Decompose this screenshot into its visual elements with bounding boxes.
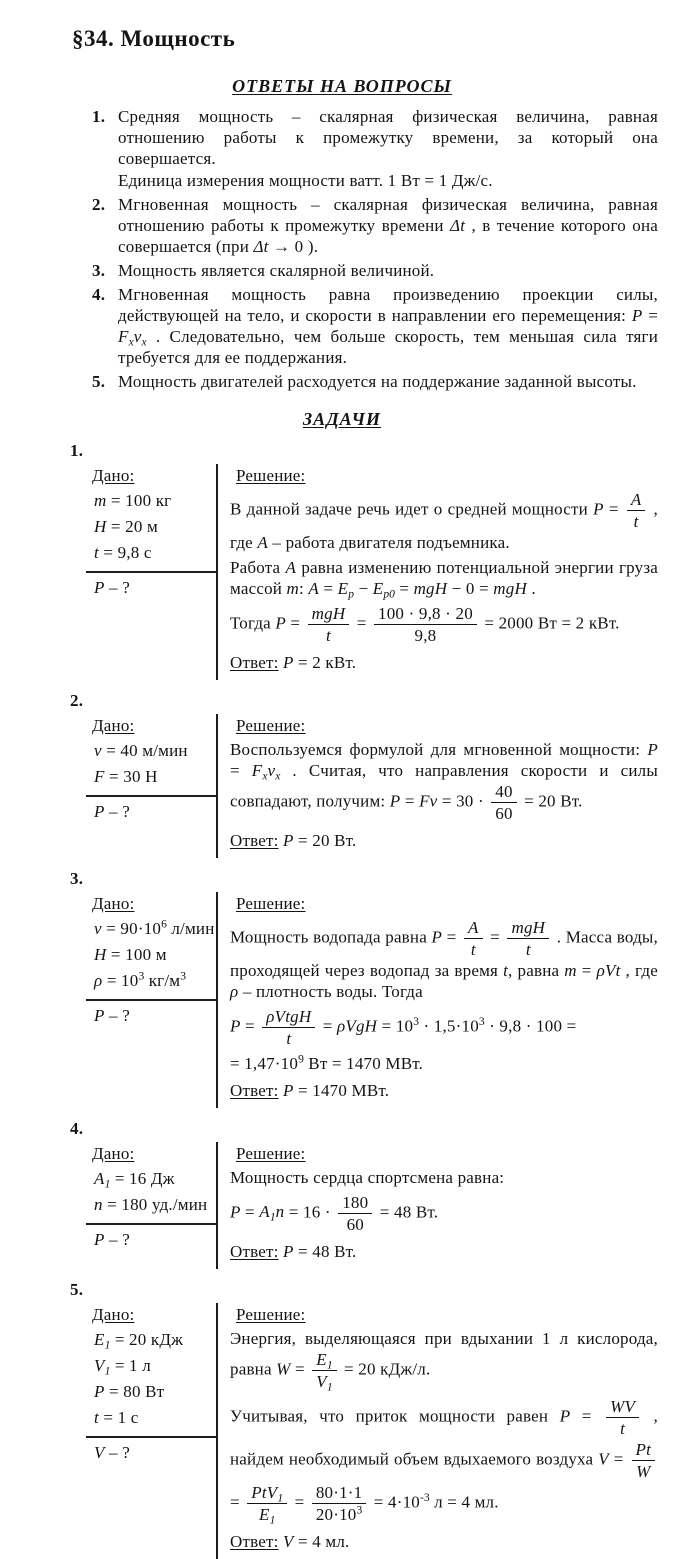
answer-paragraph: Мгновенная мощность равна произведению проекции силы, действующей на тело, и скорости в направлении его перемещения: $P = F_xv_x$ . Следовательно, чем больше скорость, тем меньшая сила тяги требуется для ее поддержания. bbox=[118, 285, 658, 367]
given-label bbox=[92, 715, 216, 736]
solution-paragraph: Воспользуемся формулой для мгновенной мощности: $P = F_xv_x$ . Считая, что направления скорости и силы совпадают, получим: P = Fv = 30 · $\frac{40}{60}$ = 20 Вт. bbox=[230, 740, 658, 823]
answer-value: V = 4 мл. bbox=[282, 1532, 350, 1551]
answer-value: P = 20 Вт. bbox=[282, 831, 357, 850]
answer-paragraph: Средняя мощность – скалярная физическая величина, равная отношению работы к промежутку времени, за который она совершается. bbox=[118, 107, 658, 168]
fraction: $\frac{A}{t}$ bbox=[627, 490, 646, 531]
answer-line bbox=[230, 1080, 658, 1101]
problem-block bbox=[70, 1279, 658, 1559]
answer-paragraph: Мощность двигателей расходуется на поддержание заданной высоты. bbox=[118, 372, 637, 391]
answer-value: P = 2 кВт. bbox=[282, 653, 357, 672]
solution-paragraph: P = $\frac{\text{ρVtgH}}{t}$ = $\rho VgH = 10^3 \cdot 1,5\cdot 10^3 \cdot 9,8 \cdot 100$ = bbox=[230, 1007, 577, 1048]
given-line: F = 30 Н bbox=[94, 767, 158, 786]
problem-row bbox=[86, 714, 658, 858]
solution-paragraph: Учитывая, что приток мощности равен P = $\frac{WV}{t}$ , найдем необходимый объем вдыхаемого воздуха V = $\frac{Pt}{W}$ = $\frac{PtV_1}{E_1}$ = $\frac{80\cdot 1\cdot 1}{20\cdot 10^3}$ = $4\cdot 10^{-3}$ л = 4 мл. bbox=[230, 1397, 659, 1527]
given-line: $v = 90\cdot 10^6$ л/мин bbox=[94, 917, 215, 938]
given-line: m = 100 кг bbox=[94, 491, 172, 510]
find-line: P – ? bbox=[86, 795, 216, 822]
given-line: n = 180 уд./мин bbox=[94, 1195, 208, 1214]
given-line: t = 1 с bbox=[94, 1408, 139, 1427]
fraction: $\frac{\text{mgH}}{t}$ bbox=[308, 604, 350, 645]
answer-number: 1. bbox=[92, 107, 106, 126]
answer-text bbox=[118, 194, 658, 258]
answer-text bbox=[118, 371, 658, 393]
solution-label bbox=[236, 465, 658, 486]
given-line: $A_1 = 16$ Дж bbox=[94, 1169, 175, 1191]
answer-item bbox=[92, 371, 658, 393]
given-label-text: Дано: bbox=[92, 716, 135, 735]
problem-block bbox=[70, 868, 658, 1108]
find-line: P – ? bbox=[86, 571, 216, 598]
solution-panel bbox=[218, 1142, 658, 1269]
given-line: H = 20 м bbox=[94, 517, 158, 536]
given-line: $V_1 = 1$ л bbox=[94, 1356, 151, 1378]
answer-text bbox=[118, 260, 658, 282]
fraction: $\frac{A}{t}$ bbox=[464, 918, 483, 959]
solution-label bbox=[236, 1143, 658, 1164]
find-line: V – ? bbox=[86, 1436, 216, 1463]
answer-label: Ответ: bbox=[230, 1081, 279, 1100]
problem-row bbox=[86, 464, 658, 680]
solution-label bbox=[236, 1304, 658, 1325]
given-label-text: Дано: bbox=[92, 466, 135, 485]
problem-number: 3. bbox=[70, 869, 84, 888]
given-panel bbox=[86, 464, 216, 680]
problem-block bbox=[70, 440, 658, 680]
answer-label: Ответ: bbox=[230, 1242, 279, 1261]
solution-label bbox=[236, 893, 658, 914]
fraction: $\frac{WV}{t}$ bbox=[606, 1397, 639, 1438]
solution-paragraph: Мощность сердца спортсмена равна: bbox=[230, 1168, 505, 1187]
given-label bbox=[92, 893, 216, 914]
problem-number: 1. bbox=[70, 441, 84, 460]
solution-label-text: Решение: bbox=[236, 466, 306, 485]
problem-row bbox=[86, 1142, 658, 1269]
answer-line bbox=[230, 830, 658, 851]
solution-panel bbox=[218, 714, 658, 858]
problem-number: 4. bbox=[70, 1119, 84, 1138]
tasks-heading: ЗАДАЧИ bbox=[302, 409, 382, 429]
fraction: $\frac{80\cdot 1\cdot 1}{20\cdot 10^3}$ bbox=[312, 1483, 367, 1524]
answer-label: Ответ: bbox=[230, 1532, 279, 1551]
problem-row bbox=[86, 1303, 658, 1559]
given-panel bbox=[86, 1142, 216, 1269]
answer-item bbox=[92, 194, 658, 258]
answer-line bbox=[230, 1531, 658, 1552]
answer-label: Ответ: bbox=[230, 653, 279, 672]
solution-paragraph: Мощность водопада равна P = $\frac{A}{t}$ = $\frac{\text{mgH}}{t}$ . Масса воды, проходящей через водопад за время t, равна m = ρVt , где ρ – плотность воды. Тогда bbox=[230, 918, 658, 1001]
fraction: $\frac{100 \cdot 9,8 \cdot 20}{9,8}$ bbox=[374, 604, 477, 645]
answer-number: 5. bbox=[92, 372, 106, 391]
answer-label: Ответ: bbox=[230, 831, 279, 850]
given-line: v = 40 м/мин bbox=[94, 741, 188, 760]
fraction: $\frac{Pt}{W}$ bbox=[632, 1440, 656, 1481]
answer-paragraph: Мощность является скалярной величиной. bbox=[118, 261, 435, 280]
solution-paragraph: = $1,47\cdot 10^9$ Вт = 1470 МВт. bbox=[230, 1052, 424, 1073]
answer-number: 3. bbox=[92, 261, 106, 280]
given-panel bbox=[86, 892, 216, 1108]
fraction: $\frac{PtV_1}{E_1}$ bbox=[247, 1483, 287, 1524]
answer-item bbox=[92, 260, 658, 282]
answer-number: 2. bbox=[92, 195, 106, 214]
answer-text bbox=[118, 284, 658, 369]
answer-value: P = 48 Вт. bbox=[282, 1242, 357, 1261]
find-line: P – ? bbox=[86, 999, 216, 1026]
answer-line bbox=[230, 652, 658, 673]
answers-heading: ОТВЕТЫ НА ВОПРОСЫ bbox=[232, 76, 452, 96]
given-line: t = 9,8 с bbox=[94, 543, 152, 562]
given-label bbox=[92, 1304, 216, 1325]
given-line: H = 100 м bbox=[94, 945, 167, 964]
solution-panel bbox=[218, 1303, 658, 1559]
given-label bbox=[92, 1143, 216, 1164]
problems-list bbox=[70, 440, 658, 1559]
given-line: $\rho = 10^3$ $кг/м^3$ bbox=[94, 969, 186, 990]
answer-value: P = 1470 МВт. bbox=[282, 1081, 390, 1100]
solution-paragraph: Работа A равна изменению потенциальной энергии груза массой m: $A = E_p - E_{p0}$ = mgH − 0 = mgH . bbox=[230, 558, 658, 601]
solution-paragraph: $P = A_1n = 16$ · $\frac{180}{60}$ = 48 Вт. bbox=[230, 1193, 439, 1234]
solution-panel bbox=[218, 464, 658, 680]
problem-number: 5. bbox=[70, 1280, 84, 1299]
given-label bbox=[92, 465, 216, 486]
solution-label-text: Решение: bbox=[236, 716, 306, 735]
fraction: $\frac{\text{mgH}}{t}$ bbox=[507, 918, 549, 959]
answer-paragraph: Мгновенная мощность – скалярная физическая величина, равная отношению работы к промежутку времени Δt , в течение которого она совершается (при Δt → 0 ). bbox=[118, 195, 659, 256]
given-line: P = 80 Вт bbox=[94, 1382, 165, 1401]
answer-paragraph: Единица измерения мощности ватт. 1 Вт = 1 Дж/с. bbox=[118, 171, 493, 190]
given-line: $E_1 = 20$ кДж bbox=[94, 1330, 184, 1352]
find-line: P – ? bbox=[86, 1223, 216, 1250]
problem-row bbox=[86, 892, 658, 1108]
fraction: $\frac{180}{60}$ bbox=[338, 1193, 372, 1234]
problem-block bbox=[70, 1118, 658, 1269]
fraction: $\frac{40}{60}$ bbox=[491, 782, 516, 823]
solution-label-text: Решение: bbox=[236, 1144, 306, 1163]
given-label-text: Дано: bbox=[92, 1144, 135, 1163]
page-title: §34. Мощность bbox=[72, 26, 236, 51]
solution-label-text: Решение: bbox=[236, 1305, 306, 1324]
answer-item bbox=[92, 106, 658, 192]
answer-text bbox=[118, 106, 658, 192]
given-label-text: Дано: bbox=[92, 894, 135, 913]
solution-label-text: Решение: bbox=[236, 894, 306, 913]
given-panel bbox=[86, 714, 216, 858]
solution-panel bbox=[218, 892, 658, 1108]
answers-list bbox=[70, 106, 658, 393]
answer-line bbox=[230, 1241, 658, 1262]
answer-number: 4. bbox=[92, 285, 106, 304]
fraction: $\frac{\text{ρVtgH}}{t}$ bbox=[262, 1007, 315, 1048]
problem-number: 2. bbox=[70, 691, 84, 710]
problem-block bbox=[70, 690, 658, 858]
solution-paragraph: Тогда P = $\frac{\text{mgH}}{t}$ = $\frac{100 \cdot 9,8 \cdot 20}{9,8}$ = 2000 Вт = 2 кВт. bbox=[230, 604, 620, 645]
solution-paragraph: Энергия, выделяющаяся при вдыхании 1 л кислорода, равна W = $\frac{E_1}{V_1}$ = 20 кДж/л. bbox=[230, 1329, 658, 1394]
answer-item bbox=[92, 284, 658, 369]
solution-paragraph: В данной задаче речь идет о средней мощности P = $\frac{A}{t}$ , где A – работа двигателя подъемника. bbox=[230, 490, 659, 552]
solution-label bbox=[236, 715, 658, 736]
fraction: $\frac{E_1}{V_1}$ bbox=[312, 1350, 336, 1391]
given-label-text: Дано: bbox=[92, 1305, 135, 1324]
given-panel bbox=[86, 1303, 216, 1559]
